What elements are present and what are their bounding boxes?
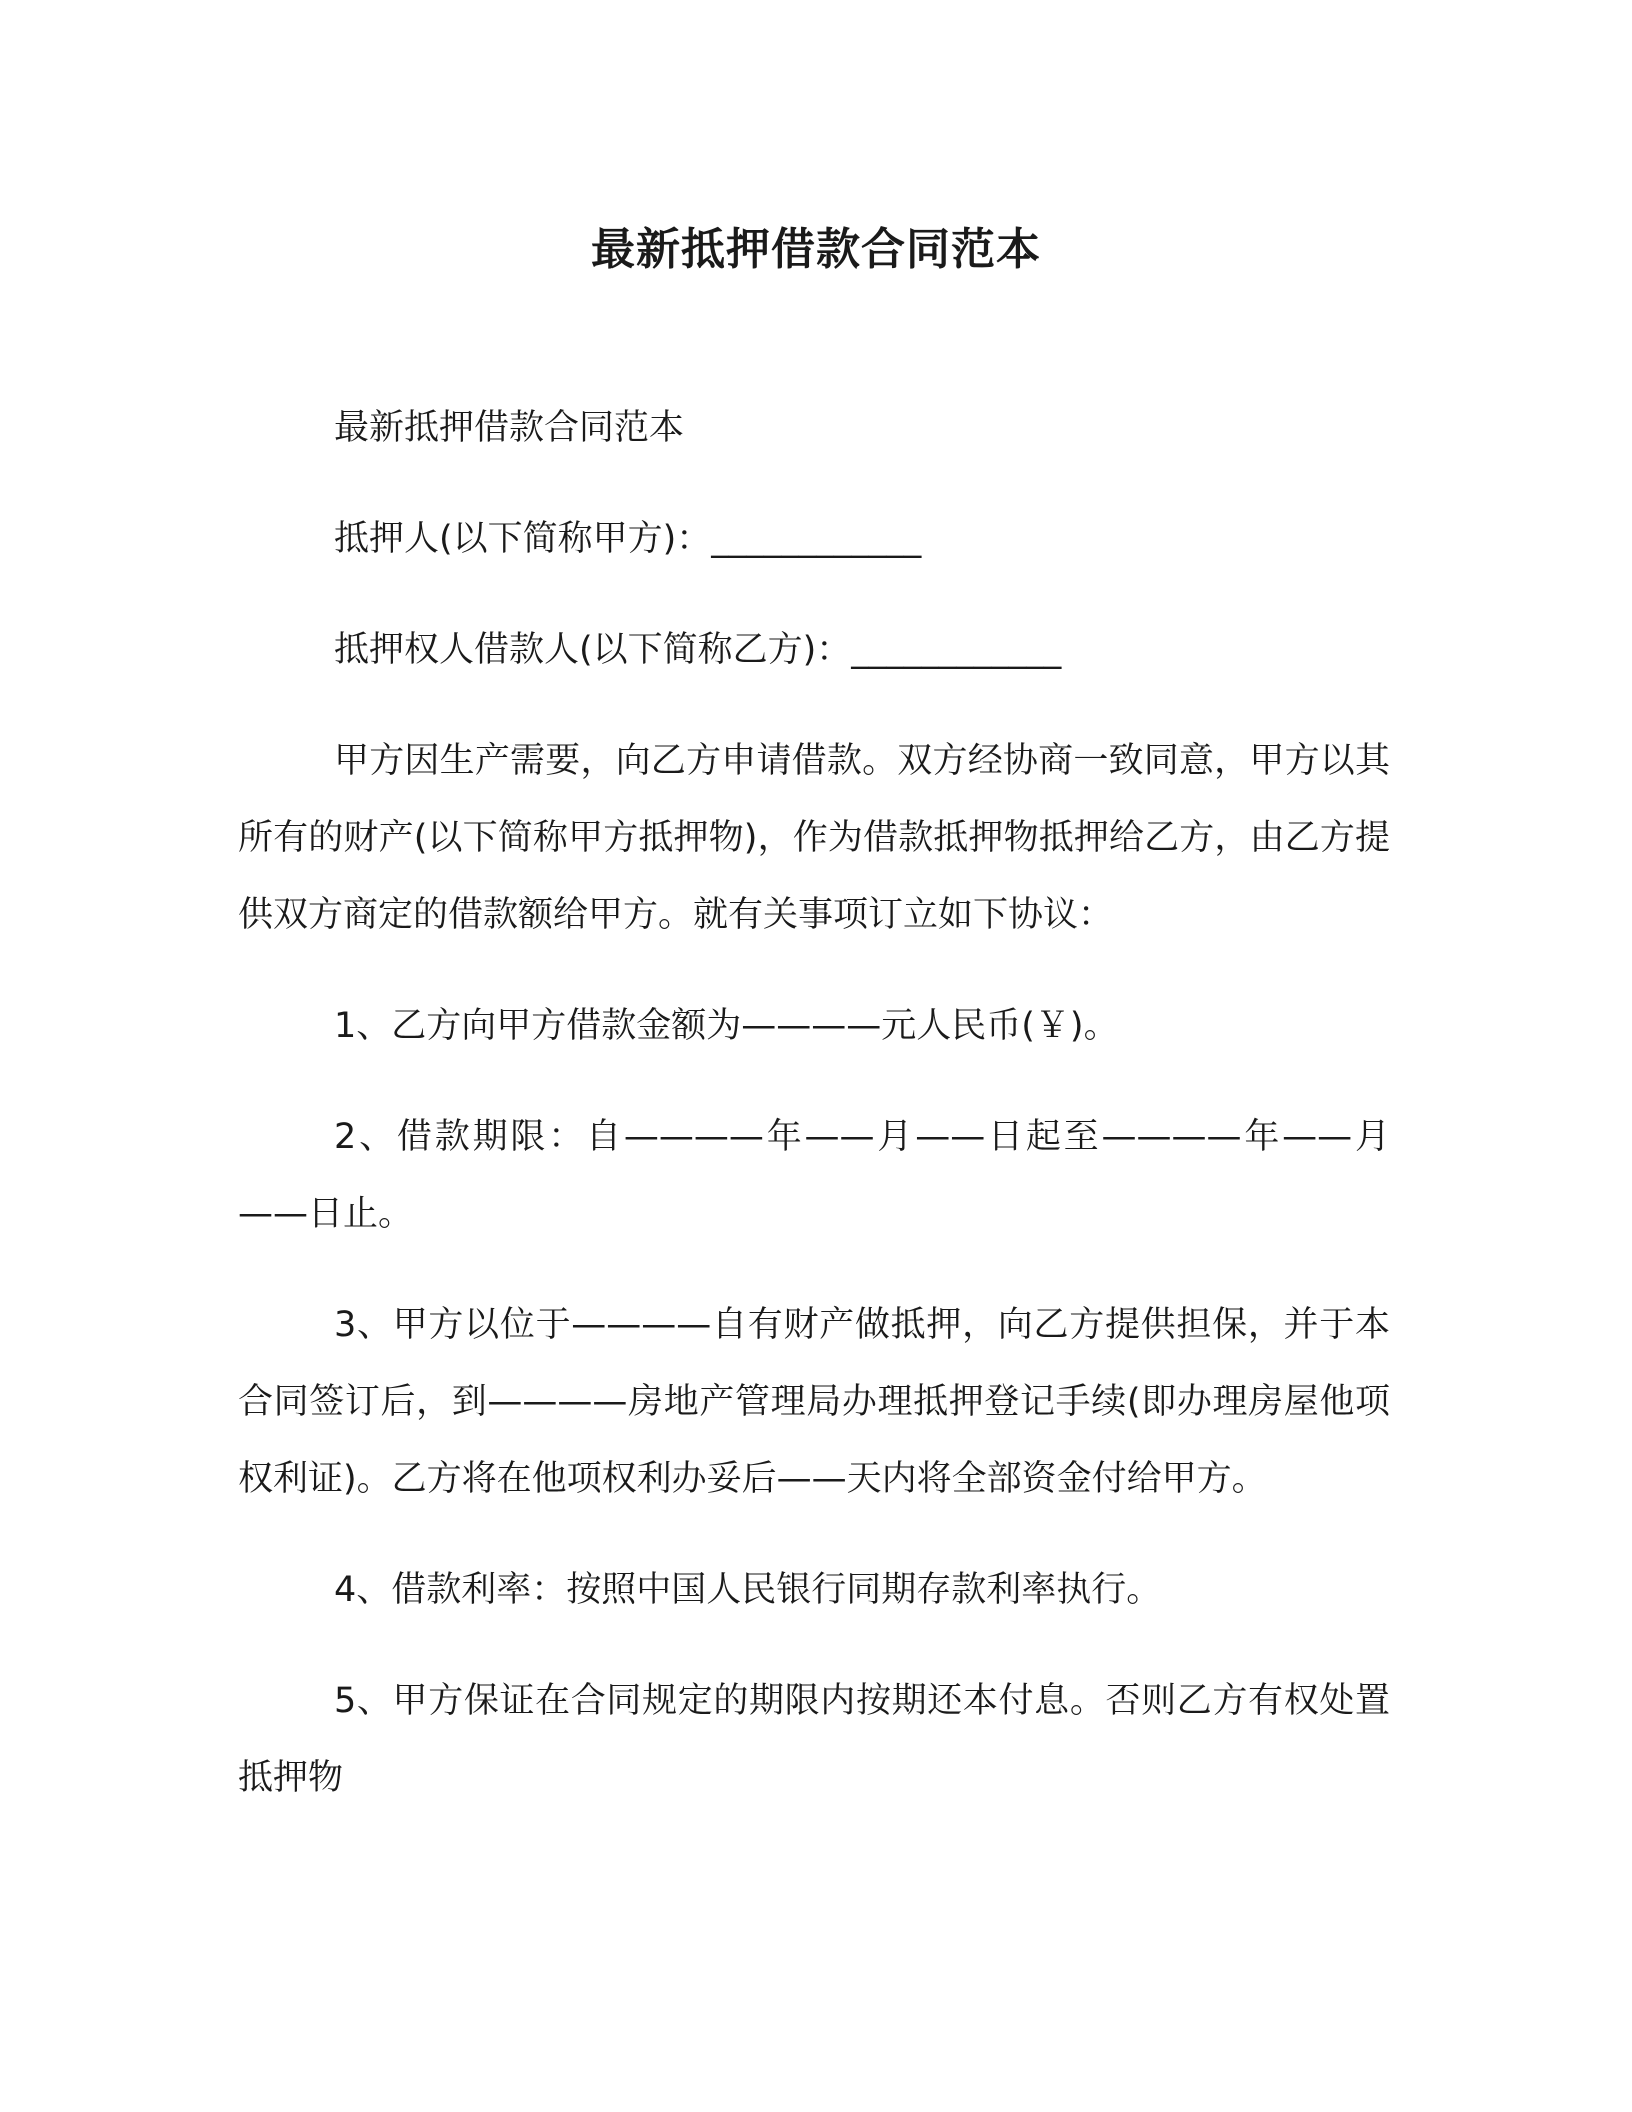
clause-5: 5、甲方保证在合同规定的期限内按期还本付息。否则乙方有权处置抵押物 [238,1681,1390,1798]
document-body [238,390,1390,1851]
clause-1: 1、乙方向甲方借款金额为————元人民币(￥)。 [334,1006,1119,1046]
clause-3: 3、甲方以位于————自有财产做抵押，向乙方提供担保，并于本合同签订后，到————房地产管理局办理抵押登记手续(即办理房屋他项权利证)。乙方将在他项权利办妥后——天内将全部资金付给甲方。 [238,1305,1390,1499]
paragraph-subtitle: 最新抵押借款合同范本 [334,408,685,448]
paragraph-mortgagee: 抵押权人借款人(以下简称乙方)：____________ [334,630,1062,670]
clause-4: 4、借款利率：按照中国人民银行同期存款利率执行。 [334,1570,1162,1610]
clause-2: 2、借款期限：自————年——月——日起至————年——月——日止。 [238,1117,1390,1234]
document-title: 最新抵押借款合同范本 [591,224,1041,275]
paragraph-preamble: 甲方因生产需要，向乙方申请借款。双方经协商一致同意，甲方以其所有的财产(以下简称甲方抵押物)，作为借款抵押物抵押给乙方，由乙方提供双方商定的借款额给甲方。就有关事项订立如下协议： [238,741,1390,935]
paragraph-mortgagor: 抵押人(以下简称甲方)：____________ [334,519,922,559]
